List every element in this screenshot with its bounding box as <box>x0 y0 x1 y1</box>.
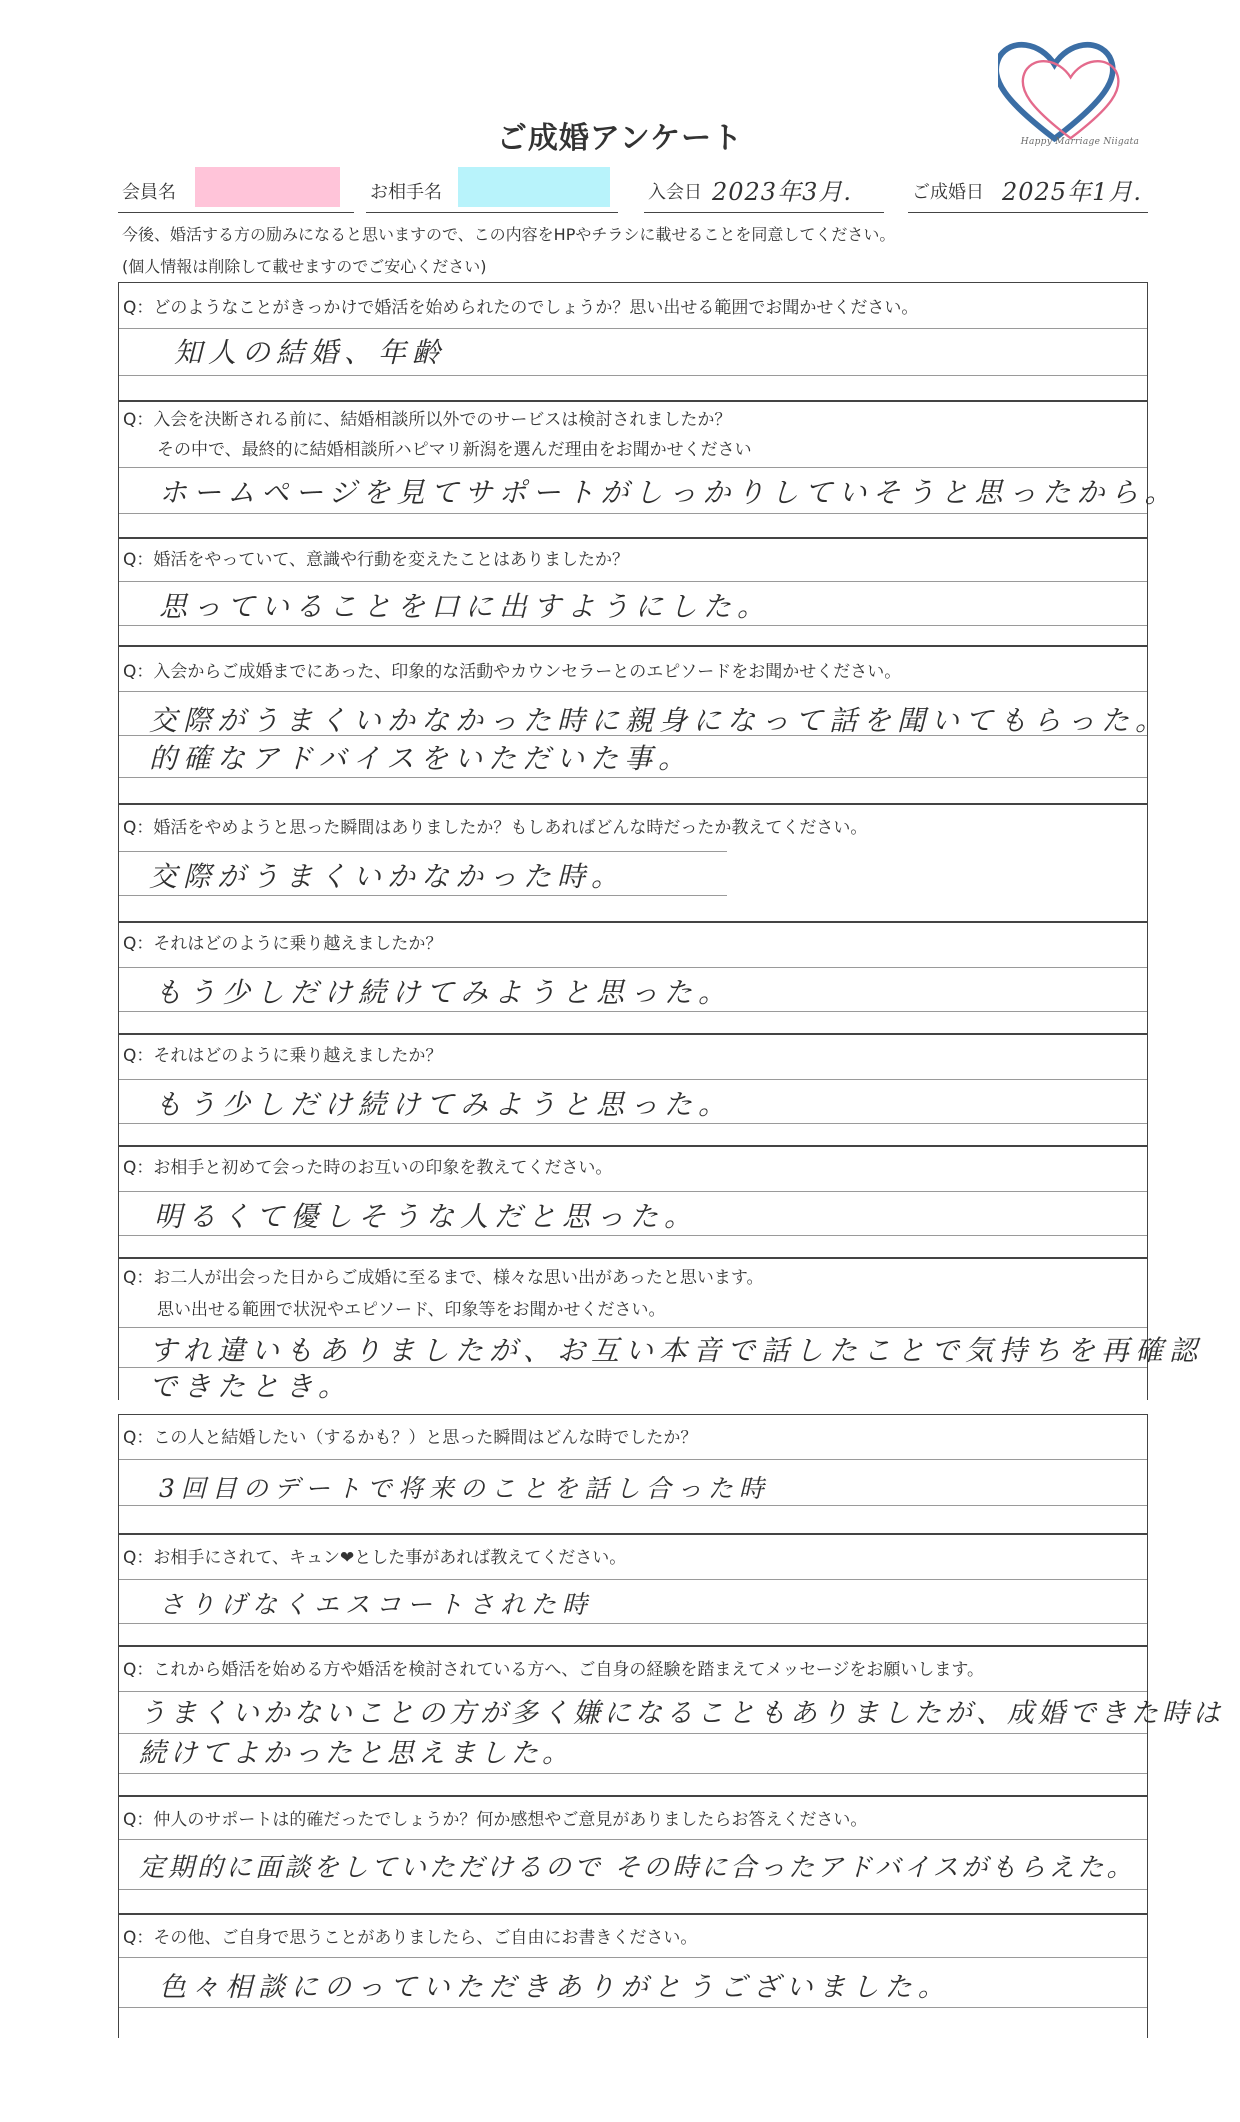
ruled-line <box>119 691 1147 692</box>
ruled-line <box>119 1011 1147 1012</box>
answer-text: 知人の結婚、年齢 <box>174 336 447 369</box>
answer-text: 明るくて優しそうな人だと思った。 <box>154 1200 699 1233</box>
ruled-line <box>119 1579 1147 1580</box>
answer-text: すれ違いもありましたが、お互い本音で話したことで気持ちを再確認 <box>149 1334 1204 1367</box>
ruled-line <box>119 328 1147 329</box>
answer-text: できたとき。 <box>149 1370 352 1403</box>
question-block-9 <box>118 1258 1204 1403</box>
question-text: Q：婚活をやめようと思った瞬間はありましたか？もしあればどんな時だったか教えてください。 <box>123 818 868 838</box>
marriage-date-label: ご成婚日 <box>912 182 984 203</box>
question-text: その中で、最終的に結婚相談所ハピマリ新潟を選んだ理由をお聞かせください <box>123 440 752 460</box>
answer-text: 的確なアドバイスをいただいた事。 <box>149 742 693 775</box>
logo-text: Happy Marriage Niigata <box>1020 137 1140 147</box>
member-name-redaction <box>195 167 340 207</box>
ruled-line <box>119 1505 1147 1506</box>
question-text: Q：お二人が出会った日からご成婚に至るまで、様々な思い出があったと思います。 <box>123 1268 764 1288</box>
answer-text: 交際がうまくいかなかった時。 <box>149 860 626 893</box>
partner-underline <box>366 212 618 213</box>
ruled-line <box>119 851 727 852</box>
ruled-line <box>119 1889 1147 1890</box>
answer-text: 思っていることを口に出すようにした。 <box>159 590 772 623</box>
ruled-line <box>119 2007 1147 2008</box>
consent-text: 今後、婚活する方の励みになると思いますので、この内容をHPやチラシに載せることを同意してください。 <box>122 225 896 244</box>
question-text: Q：その他、ご自身で思うことがありましたら、ご自由にお書きください。 <box>123 1928 698 1948</box>
question-text: Q：どのようなことがきっかけで婚活を始められたのでしょうか？思い出せる範囲でお聞かせください。 <box>123 298 919 318</box>
join-date-value: 2023年3月. <box>712 178 852 206</box>
question-block-1 <box>118 282 1148 402</box>
answer-text: 交際がうまくいかなかった時に親身になって話を聞いてもらった。 <box>149 704 1170 737</box>
ruled-line <box>119 1623 1147 1624</box>
question-block-8 <box>118 1146 1148 1258</box>
ruled-line <box>119 895 727 896</box>
question-text: 思い出せる範囲で状況やエピソード、印象等をお聞かせください。 <box>123 1300 666 1320</box>
marriage-date-value: 2025年1月. <box>1002 178 1142 206</box>
member-underline <box>118 212 354 213</box>
question-text: Q：入会からご成婚までにあった、印象的な活動やカウンセラーとのエピソードをお聞かせください。 <box>123 662 902 682</box>
ruled-line <box>119 1839 1147 1840</box>
partner-name-redaction <box>458 167 610 207</box>
answer-text: うまくいかないことの方が多く嫌になることもありましたが、成婚できた時は <box>139 1698 1224 1729</box>
question-text: Q：それはどのように乗り越えましたか？ <box>123 1046 443 1066</box>
question-block-4 <box>118 646 1170 804</box>
question-text: Q：お相手にされて、キュン❤とした事があれば教えてください。 <box>123 1548 627 1568</box>
question-text: Q：これから婚活を始める方や婚活を検討されている方へ、ご自身の経験を踏まえてメッセージをお願いします。 <box>123 1660 984 1680</box>
join-underline <box>644 212 884 213</box>
answer-text: もう少しだけ続けてみようと思った。 <box>154 1088 733 1121</box>
answer-text: 色々相談にのっていただきありがとうございました。 <box>159 1972 951 2003</box>
ruled-line <box>119 1957 1147 1958</box>
question-block-11 <box>118 1534 1148 1646</box>
question-block-6 <box>118 922 1148 1034</box>
question-block-5 <box>118 804 1148 922</box>
ruled-line <box>119 467 1147 468</box>
ruled-line <box>119 1459 1147 1460</box>
ruled-line <box>119 1191 1147 1192</box>
ruled-line <box>119 581 1147 582</box>
question-text: Q：お相手と初めて会った時のお互いの印象を教えてください。 <box>123 1158 613 1178</box>
consent-note: (個人情報は削除して載せますのでご安心ください) <box>122 257 487 276</box>
question-block-13 <box>118 1796 1148 1914</box>
answer-text: さりげなくエスコートされた時 <box>159 1590 594 1619</box>
question-text: Q：この人と結婚したい（するかも？）と思った瞬間はどんな時でしたか？ <box>123 1428 698 1448</box>
member-label: 会員名 <box>122 182 176 203</box>
answer-text: 定期的に面談をしていただけるので その時に合ったアドバイスがもらえた。 <box>139 1853 1136 1883</box>
partner-label: お相手名 <box>370 182 442 203</box>
question-text: Q：それはどのように乗り越えましたか？ <box>123 934 443 954</box>
question-block-7 <box>118 1034 1148 1146</box>
question-block-10 <box>118 1414 1148 1534</box>
ruled-line <box>119 967 1147 968</box>
ruled-line <box>119 1235 1147 1236</box>
answer-text: ホームページを見てサポートがしっかりしていそうと思ったから。 <box>159 476 1179 509</box>
page-title: ご成婚アンケート <box>496 121 744 156</box>
ruled-line <box>119 1327 1147 1328</box>
question-text: Q：婚活をやっていて、意識や行動を変えたことはありましたか？ <box>123 550 630 570</box>
question-text: Q：仲人のサポートは的確だったでしょうか？何か感想やご意見がありましたらお答えください。 <box>123 1810 868 1830</box>
ruled-line <box>119 1123 1147 1124</box>
question-block-2 <box>118 400 1179 538</box>
join-date-label: 入会日 <box>648 182 702 203</box>
ruled-line <box>119 625 1147 626</box>
question-block-12 <box>118 1646 1224 1796</box>
ruled-line <box>119 1079 1147 1080</box>
answer-text: 3回目のデートで将来のことを話し合った時 <box>159 1474 770 1503</box>
ruled-line <box>119 375 1147 376</box>
answer-text: 続けてよかったと思えました。 <box>139 1738 573 1769</box>
ruled-line <box>119 777 1147 778</box>
ruled-line <box>119 1773 1147 1774</box>
ruled-line <box>119 513 1147 514</box>
marriage-underline <box>908 212 1148 213</box>
question-block-3 <box>118 538 1148 646</box>
answer-text: もう少しだけ続けてみようと思った。 <box>154 976 733 1009</box>
question-text: Q：入会を決断される前に、結婚相談所以外でのサービスは検討されましたか？ <box>123 410 732 430</box>
question-block-14 <box>118 1914 1148 2038</box>
